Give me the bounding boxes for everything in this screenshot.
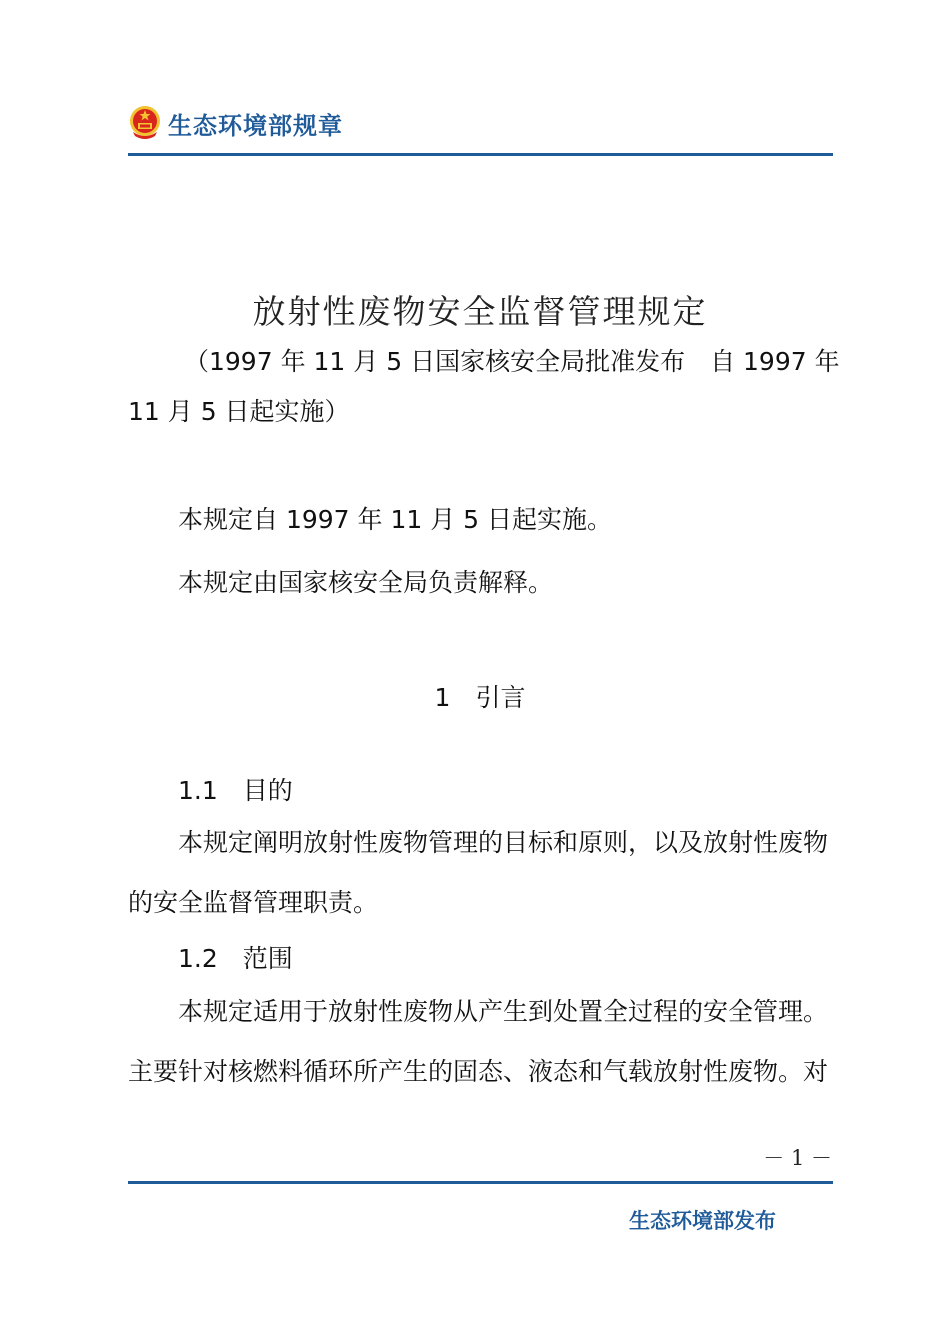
header-divider [128, 153, 833, 156]
purpose-paragraph-line-2: 的安全监督管理职责。 [128, 888, 379, 917]
section-heading-purpose: 1.1 目的 [178, 776, 293, 805]
section-heading-scope: 1.2 范围 [178, 944, 293, 973]
purpose-paragraph-line-1: 本规定阐明放射性废物管理的目标和原则，以及放射性废物 [178, 828, 829, 857]
scope-paragraph-line-1: 本规定适用于放射性废物从产生到处置全过程的安全管理。 [178, 997, 829, 1026]
footer-publisher: 生态环境部发布 [629, 1209, 776, 1233]
paragraph-effective-date: 本规定自 1997 年 11 月 5 日起实施。 [178, 505, 613, 534]
scope-paragraph-line-2: 主要针对核燃料循环所产生的固态、液态和气载放射性废物。对 [128, 1057, 829, 1086]
document-title: 放射性废物安全监督管理规定 [252, 292, 708, 331]
national-emblem-icon [128, 104, 162, 140]
subtitle-text-1: （1997 年 11 月 5 日国家核安全局批准发布 自 1997 年 [184, 347, 840, 376]
section-heading-introduction: 1 引言 [434, 683, 526, 712]
header-title: 生态环境部规章 [168, 112, 343, 140]
paragraph-interpretation: 本规定由国家核安全局负责解释。 [178, 568, 554, 597]
document-subtitle-line-2: 11 月 5 日起实施） [128, 397, 350, 426]
page-header [128, 100, 832, 156]
footer-divider [128, 1181, 833, 1184]
document-subtitle-line-1 [128, 345, 840, 379]
page-number: － 1 － [763, 1146, 832, 1170]
